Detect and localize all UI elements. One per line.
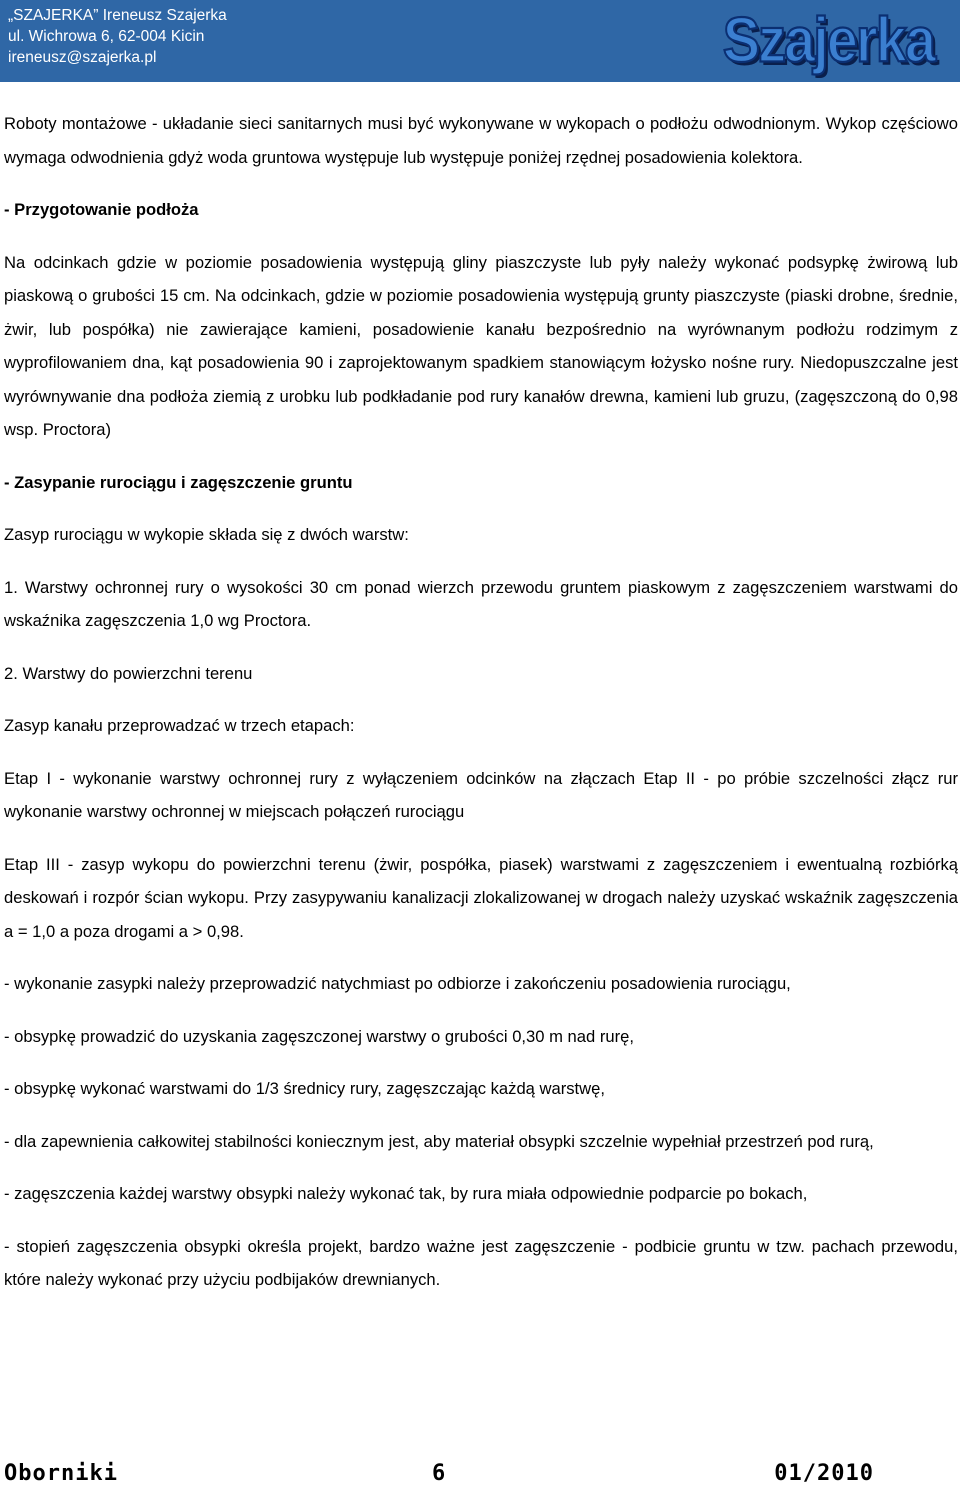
list-item-backfill-1: - wykonanie zasypki należy przeprowadzić natychmiast po odbiorze i zakończeniu posadowienia rurociągu, <box>4 974 791 993</box>
paragraph-layer-2: 2. Warstwy do powierzchni terenu <box>4 663 253 683</box>
footer-date: 01/2010 <box>774 1461 874 1486</box>
paragraph-layer-1: 1. Warstwy ochronnej rury o wysokości 30 cm ponad wierzch przewodu gruntem piaskowym z zagęszczeniem warstwami do wskaźnika zagęszczenia 1,0 wg Proctora. <box>4 577 958 630</box>
list-item-backfill-3: - obsypkę wykonać warstwami do 1/3 średnicy rury, zagęszczając każdą warstwę, <box>4 1079 605 1098</box>
list-item-backfill-5: - zagęszczenia każdej warstwy obsypki należy wykonać tak, by rura miała odpowiednie podparcie po bokach, <box>4 1184 808 1203</box>
page-footer <box>4 1459 874 1489</box>
list-item-backfill-2: - obsypkę prowadzić do uzyskania zagęszczonej warstwy o grubości 0,30 m nad rurę, <box>4 1026 634 1046</box>
paragraph-backfill-intro: Zasyp rurociągu w wykopie składa się z dwóch warstw: <box>4 525 409 544</box>
list-item-backfill-4: - dla zapewnienia całkowitej stabilności koniecznym jest, aby materiał obsypki szczelnie wypełniał przestrzeń pod rurą, <box>4 1131 874 1151</box>
section-heading-preparation: - Przygotowanie podłoża <box>4 200 199 219</box>
company-email: ireneusz@szajerka.pl <box>8 49 157 66</box>
footer-town: Oborniki <box>4 1461 118 1486</box>
document-body <box>4 107 958 1316</box>
paragraph-stage-1-2: Etap I - wykonanie warstwy ochronnej rury z wyłączeniem odcinków na złączach Etap II - po próbie szczelności złącz rur wykonanie warstwy ochronnej w miejscach połączeń rurociągu <box>4 768 958 821</box>
paragraph-intro: Roboty montażowe - układanie sieci sanitarnych musi być wykonywane w wykopach o podłożu odwodnionym. Wykop częściowo wymaga odwodnienia gdyż woda gruntowa występuje lub występuje poniżej rzędnej posadowienia kolektora. <box>4 114 958 167</box>
company-street: ul. Wichrowa 6, 62-004 Kicin <box>8 28 205 45</box>
list-item-backfill-6: - stopień zagęszczenia obsypki określa projekt, bardzo ważne jest zagęszczenie - podbicie gruntu w tzw. pachach przewodu, które należy wykonać przy użyciu podbijaków drewnianych. <box>4 1236 958 1289</box>
footer-page-number: 6 <box>432 1461 447 1486</box>
paragraph-stages-intro: Zasyp kanału przeprowadzać w trzech etapach: <box>4 716 355 735</box>
paragraph-stage-3: Etap III - zasyp wykopu do powierzchni terenu (żwir, pospółka, piasek) warstwami z zagęszczeniem i ewentualną rozbiórką deskowań i rozpór ścian wykopu. Przy zasypywaniu kanalizacji zlokalizowanej w drogach należy uzyskać wskaźnik zagęszczenia a = 1,0 a poza drogami a > 0,98. <box>4 854 958 941</box>
paragraph-preparation: Na odcinkach gdzie w poziomie posadowienia występują gliny piaszczyste lub pyły należy wykonać podsypkę żwirową lub piaskową o grubości 15 cm. Na odcinkach, gdzie w poziomie posadowienia występują grunty piaszczyste (piaski drobne, średnie, żwir, lub pospółka) nie zawierające kamieni, posadowienie kanału bezpośrednio na wyrównanym podłożu rodzimym z wyprofilowaniem dna, kąt posadowienia 90 i zaprojektowanym spadkiem stanowiącym łożysko nośne rury. Niedopuszczalne jest wyrównywanie dna podłoża ziemią z urobku lub podkładanie pod rury kanałów drewna, kamieni lub gruzu, (zagęszczoną do 0,98 wsp. Proctora) <box>4 252 958 439</box>
section-heading-backfill: - Zasypanie rurociągu i zagęszczenie gruntu <box>4 472 353 492</box>
letterhead <box>0 0 960 82</box>
company-name: „SZAJERKA” Ireneusz Szajerka <box>8 7 227 24</box>
company-address-block <box>8 5 227 68</box>
szajerka-logo: Szajerka <box>722 4 934 76</box>
